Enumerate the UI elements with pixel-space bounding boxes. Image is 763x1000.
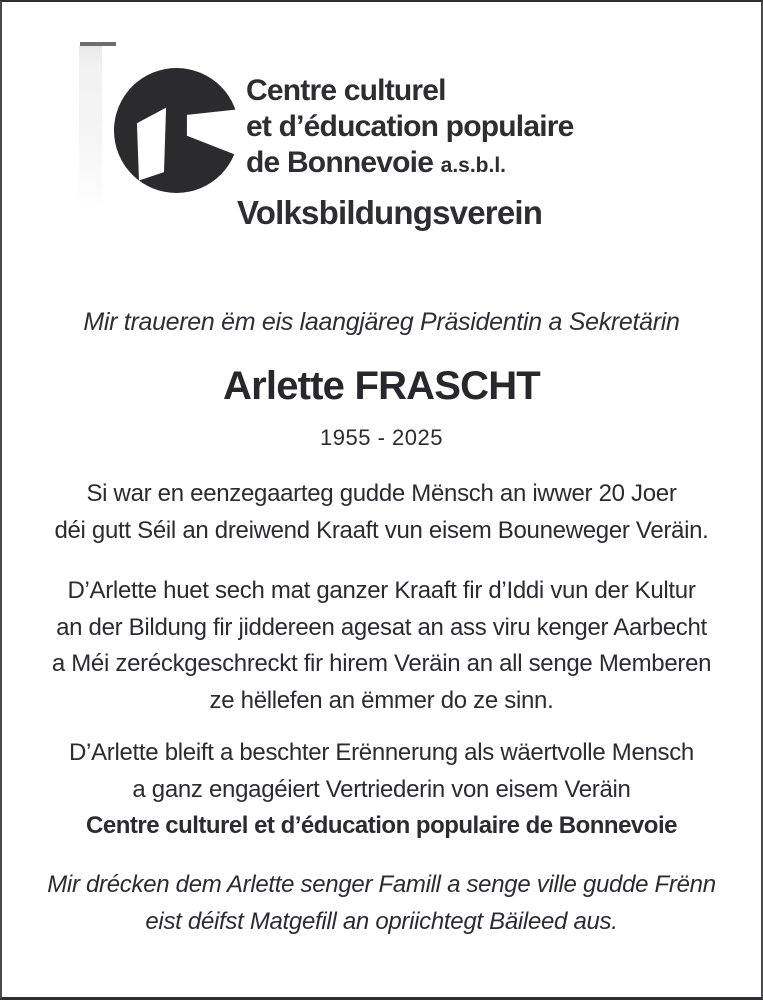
org-name-line-1: Centre culturel [246,74,446,107]
text-line: ze hëllefen an ëmmer do ze sinn. [209,686,554,714]
text-line: déi gutt Séil an dreiwend Kraaft vun eisem Bouneweger Veräin. [54,516,709,544]
text-line: Si war en eenzegaarteg gudde Mënsch an iwwer 20 Joer [86,480,677,507]
org-name-line-3 [246,145,574,184]
org-legal-suffix: a.s.b.l. [440,154,507,177]
org-subtitle: Volksbildungsverein [237,194,543,231]
org-logo [114,68,574,231]
deceased-name: Arlette FRASCHT [223,364,540,408]
text-line: a Méi zeréckgeschreckt fir hirem Veräin an all senge Memberen [51,650,712,677]
paragraph-condolence [2,867,761,940]
life-years: 1955 - 2025 [320,425,443,450]
text-line: Mir drécken dem Arlette senger Famill a senge ville gudde Frënn [47,871,716,898]
org-name-bold-line: Centre culturel et d’éducation populaire de Bonnevoie [86,812,677,839]
org-logo-icon [114,68,239,193]
paragraph-tribute-2 [2,573,761,719]
text-line: D’Arlette huet sech mat ganzer Kraaft fir d’Iddi vun der Kultur [67,577,696,604]
paragraph-tribute-3 [2,735,761,845]
paragraph-tribute-1 [2,476,761,549]
org-name-block [237,68,574,231]
intro-line: Mir traueren ëm eis laangjäreg Präsidentin a Sekretärin [83,308,680,336]
org-name-line-2: et d’éducation populaire [246,110,574,143]
scan-artifact-band [79,45,102,207]
text-line: a ganz engagéiert Vertriederin von eisem Veräin [132,775,631,803]
text-line: an der Bildung fir jiddereen agesat an ass viru kenger Aarbecht [56,613,707,641]
text-line: D’Arlette bleift a beschter Erënnerung als wäertvolle Mensch [69,739,694,766]
text-line: eist déifst Matgefill an opriichtegt Bäileed aus. [145,907,618,935]
scan-artifact-smudge [80,42,116,46]
org-name-line-3-text: de Bonnevoie [246,146,434,179]
